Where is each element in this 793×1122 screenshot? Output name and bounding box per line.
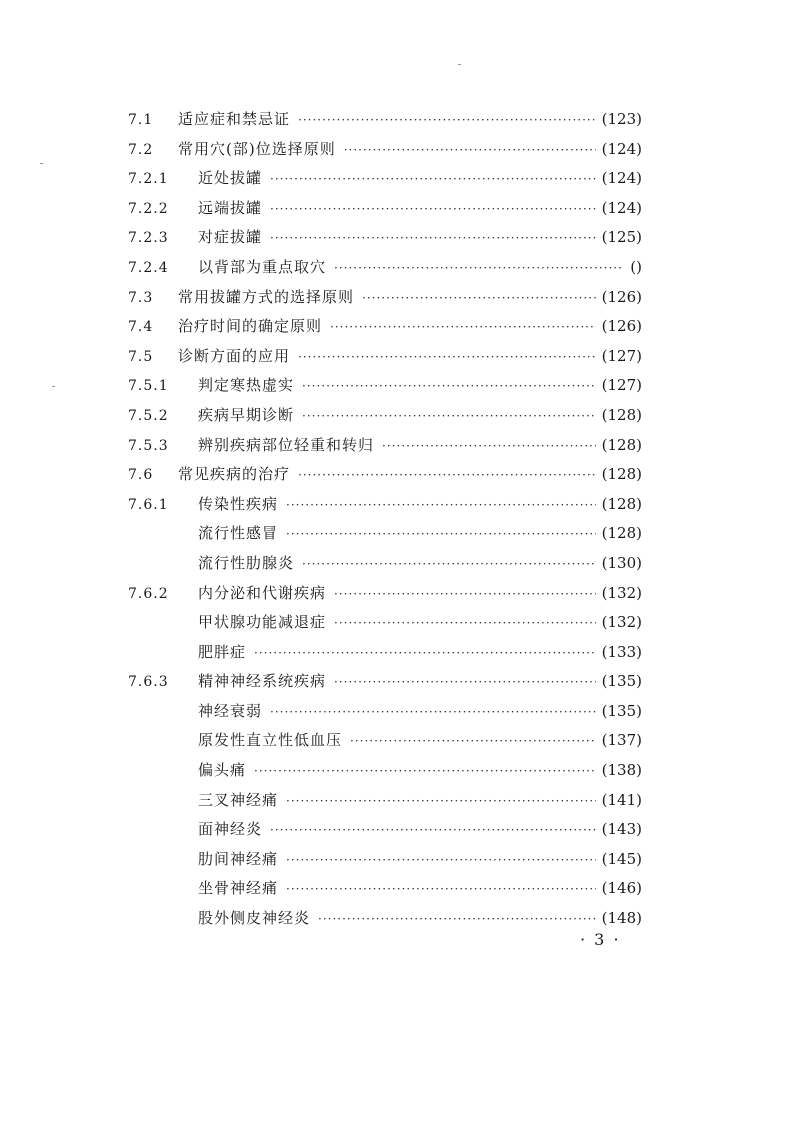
page-reference: (135) — [601, 672, 642, 691]
dot-leader — [334, 668, 596, 698]
dot-leader — [270, 195, 596, 225]
toc-entry-7-6-1 — [128, 490, 642, 520]
section-number: 7.1 — [128, 112, 154, 128]
toc-entry-7-3 — [128, 283, 642, 313]
toc-entry-7-5-2 — [128, 401, 642, 431]
toc-entry-7-6-3 — [128, 667, 642, 697]
section-number: 7.3 — [128, 289, 154, 306]
section-number: 7.2 — [128, 141, 154, 158]
toc-entry-obesity — [128, 638, 642, 668]
page-reference: (125) — [601, 228, 642, 247]
section-number: 7.6.1 — [128, 496, 169, 513]
dot-leader — [270, 165, 596, 195]
toc-entry-7-5-3 — [128, 431, 642, 461]
dot-leader — [286, 787, 596, 817]
table-of-contents — [128, 105, 642, 934]
dot-leader — [318, 905, 596, 935]
page-reference: (135) — [601, 701, 642, 720]
section-number: 7.2.3 — [128, 230, 169, 247]
page-reference: (127) — [601, 376, 642, 395]
page-reference: (123) — [601, 110, 642, 128]
section-title: 治疗时间的确定原则 — [178, 317, 323, 336]
page-reference: () — [630, 257, 642, 276]
page-reference: (132) — [601, 613, 642, 632]
section-number: 7.2.2 — [128, 200, 169, 217]
page-reference: (127) — [601, 346, 642, 365]
section-title: 适应症和禁忌证 — [178, 110, 291, 128]
scan-speck — [40, 163, 43, 164]
section-title: 股外侧皮神经炎 — [198, 909, 311, 928]
page-reference: (141) — [601, 790, 642, 809]
dot-leader — [302, 550, 596, 580]
section-number: 7.2.4 — [128, 259, 169, 276]
toc-entry-influenza — [128, 519, 642, 549]
toc-entry-orthostatic-hypotension — [128, 726, 642, 756]
dot-leader — [254, 757, 596, 787]
dot-leader — [298, 343, 596, 373]
page-reference: (128) — [601, 405, 642, 424]
section-title: 近处拔罐 — [198, 169, 263, 188]
section-title: 传染性疾病 — [198, 494, 279, 513]
toc-entry-7-5-1 — [128, 371, 642, 401]
toc-entry-7-4 — [128, 312, 642, 342]
page-reference: (128) — [601, 435, 642, 454]
section-title: 判定寒热虚实 — [198, 376, 295, 395]
section-number: 7.6 — [128, 467, 154, 484]
dot-leader — [270, 698, 596, 728]
scan-speck — [458, 64, 461, 65]
page-reference: (138) — [601, 761, 642, 780]
toc-entry-neurasthenia — [128, 697, 642, 727]
toc-entry-lateral-femoral-cutaneous-neuritis — [128, 904, 642, 934]
page-reference: (146) — [601, 879, 642, 898]
page-reference: (133) — [601, 642, 642, 661]
page-reference: (124) — [601, 139, 642, 158]
page-reference: (124) — [601, 169, 642, 188]
dot-leader — [286, 875, 596, 905]
dot-leader — [270, 224, 596, 254]
section-number: 7.5.2 — [128, 407, 169, 424]
toc-entry-hypothyroidism — [128, 608, 642, 638]
toc-entry-sciatica — [128, 874, 642, 904]
section-title: 远端拔罐 — [198, 198, 263, 217]
section-title: 原发性直立性低血压 — [198, 731, 343, 750]
toc-entry-7-2-4 — [128, 253, 642, 283]
section-number: 7.2.1 — [128, 171, 169, 188]
page-reference: (128) — [601, 465, 642, 484]
dot-leader — [254, 639, 596, 669]
section-title: 精神神经系统疾病 — [198, 672, 327, 691]
page-reference: (132) — [601, 583, 642, 602]
dot-leader — [330, 313, 596, 343]
page-number: · 3 · — [580, 930, 621, 949]
page-reference: (124) — [601, 198, 642, 217]
dot-leader — [298, 461, 596, 491]
toc-entry-trigeminal-neuralgia — [128, 786, 642, 816]
section-title: 辨别疾病部位轻重和转归 — [198, 435, 375, 454]
toc-entry-7-2-3 — [128, 223, 642, 253]
section-title: 诊断方面的应用 — [178, 346, 291, 365]
toc-entry-7-5 — [128, 342, 642, 372]
section-title: 甲状腺功能减退症 — [198, 613, 327, 632]
page-reference: (128) — [601, 524, 642, 543]
toc-entry-facial-neuritis — [128, 815, 642, 845]
section-title: 坐骨神经痛 — [198, 879, 279, 898]
page-reference: (143) — [601, 820, 642, 839]
section-number: 7.6.3 — [128, 674, 169, 691]
section-title: 以背部为重点取穴 — [198, 257, 327, 276]
toc-entry-7-6-2 — [128, 579, 642, 609]
dot-leader — [350, 727, 596, 757]
page-reference: (145) — [601, 849, 642, 868]
section-title: 肥胖症 — [198, 642, 247, 661]
dot-leader — [302, 372, 596, 402]
page-reference: (128) — [601, 494, 642, 513]
page-reference: (130) — [601, 553, 642, 572]
section-number: 7.5 — [128, 348, 154, 365]
dot-leader — [286, 520, 596, 550]
dot-leader — [362, 284, 596, 314]
section-title: 疾病早期诊断 — [198, 405, 295, 424]
toc-entry-migraine — [128, 756, 642, 786]
section-title: 流行性肋腺炎 — [198, 553, 295, 572]
section-title: 常用拔罐方式的选择原则 — [178, 287, 355, 306]
toc-entry-7-2 — [128, 135, 642, 165]
dot-leader — [334, 609, 596, 639]
page-reference: (148) — [601, 909, 642, 928]
section-title: 常见疾病的治疗 — [178, 465, 291, 484]
dot-leader — [334, 580, 596, 610]
section-title: 偏头痛 — [198, 761, 247, 780]
toc-entry-7-6 — [128, 460, 642, 490]
dot-leader — [302, 402, 596, 432]
dot-leader — [298, 106, 596, 136]
section-number: 7.6.2 — [128, 585, 169, 602]
toc-entry-7-2-1 — [128, 164, 642, 194]
section-title: 对症拔罐 — [198, 228, 263, 247]
section-title: 内分泌和代谢疾病 — [198, 583, 327, 602]
section-number: 7.5.1 — [128, 378, 169, 395]
dot-leader — [270, 816, 596, 846]
toc-entry-mumps — [128, 549, 642, 579]
dot-leader — [286, 491, 596, 521]
section-title: 面神经炎 — [198, 820, 263, 839]
section-title: 常用穴(部)位选择原则 — [178, 139, 336, 158]
section-number: 7.4 — [128, 319, 154, 336]
toc-entry-7-1 — [128, 105, 642, 135]
section-number: 7.5.3 — [128, 437, 169, 454]
section-title: 三叉神经痛 — [198, 790, 279, 809]
section-title: 肋间神经痛 — [198, 849, 279, 868]
section-title: 流行性感冒 — [198, 524, 279, 543]
toc-entry-7-2-2 — [128, 194, 642, 224]
dot-leader — [344, 136, 596, 166]
page-reference: (126) — [601, 287, 642, 306]
scan-speck — [52, 386, 55, 387]
toc-entry-intercostal-neuralgia — [128, 845, 642, 875]
page-reference: (137) — [601, 731, 642, 750]
dot-leader — [382, 432, 596, 462]
page-reference: (126) — [601, 317, 642, 336]
dot-leader — [334, 254, 624, 284]
dot-leader — [286, 846, 596, 876]
section-title: 神经衰弱 — [198, 701, 263, 720]
